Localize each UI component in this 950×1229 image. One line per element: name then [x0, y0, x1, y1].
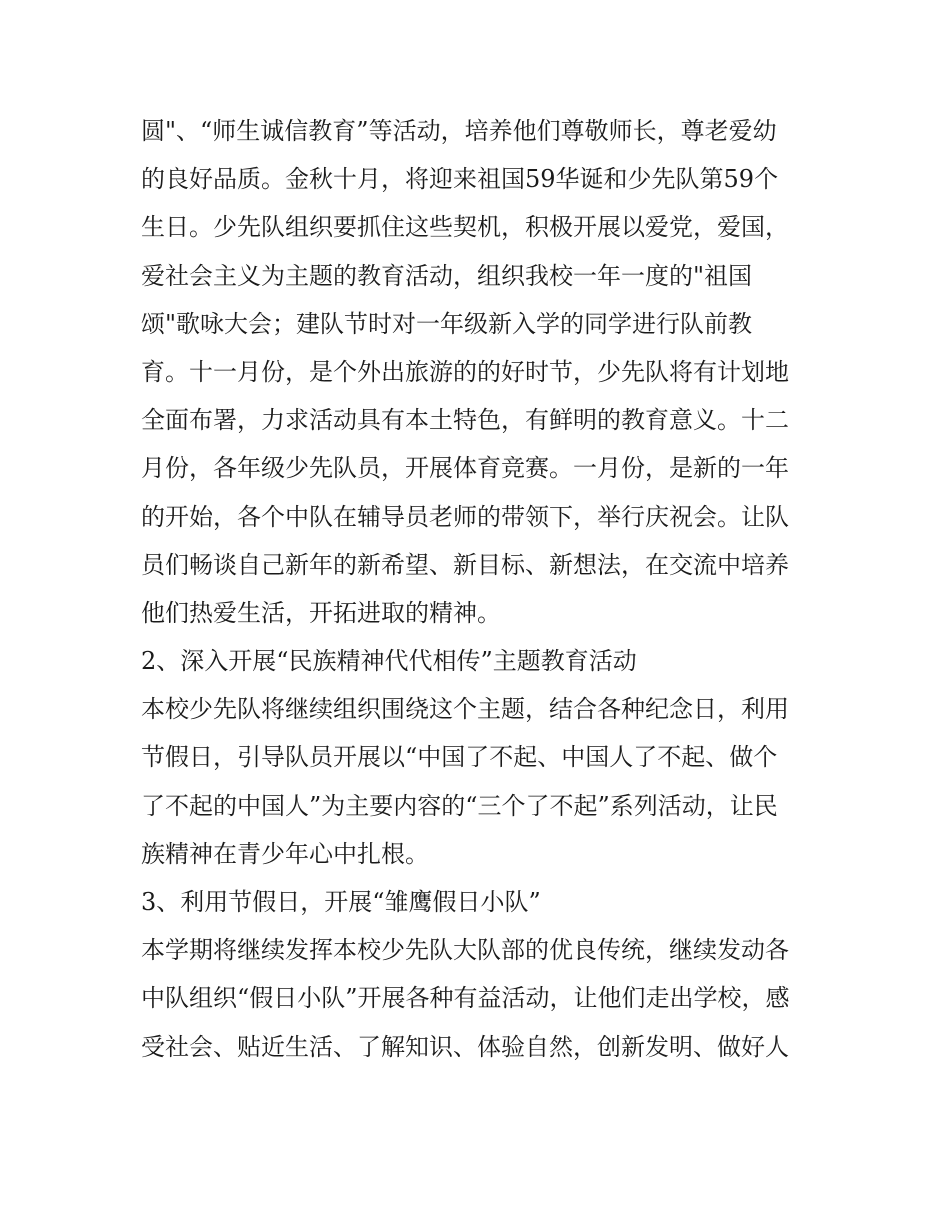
text-line: 本学期将继续发挥本校少先队大队部的优良传统，继续发动各	[141, 936, 789, 965]
document-body	[141, 107, 821, 1071]
text-line: 颂"歌咏大会；建队节时对一年级新入学的同学进行队前教	[141, 309, 753, 338]
text-line: 的良好品质。金秋十月，将迎来祖国59华诞和少先队第59个	[141, 165, 779, 194]
text-line: 的开始，各个中队在辅导员老师的带领下，举行庆祝会。让队	[141, 502, 789, 531]
text-line: 节假日，引导队员开展以“中国了不起、中国人了不起、做个	[141, 743, 778, 772]
text-line: 他们热爱生活，开拓进取的精神。	[141, 598, 501, 627]
text-line: 圆"、“师生诚信教育”等活动，培养他们尊敬师长，尊老爱幼	[141, 117, 777, 145]
text-line: 本校少先队将继续组织围绕这个主题，结合各种纪念日，利用	[141, 695, 789, 724]
text-line: 了不起的中国人”为主要内容的“三个了不起”系列活动，让民	[141, 791, 778, 820]
text-line: 全面布署，力求活动具有本土特色，有鲜明的教育意义。十二	[141, 406, 789, 435]
text-line: 中队组织“假日小队”开展各种有益活动，让他们走出学校，感	[141, 984, 790, 1013]
text-line: 生日。少先队组织要抓住这些契机，积极开展以爱党，爱国，	[141, 213, 789, 242]
text-line: 月份，各年级少先队员，开展体育竞赛。一月份，是新的一年	[141, 454, 789, 483]
text-line: 受社会、贴近生活、了解知识、体验自然，创新发明、做好人	[141, 1032, 789, 1061]
text-line: 族精神在青少年心中扎根。	[141, 839, 429, 868]
text-line: 育。十一月份，是个外出旅游的的好时节，少先队将有计划地	[141, 357, 789, 386]
section-heading: 2、深入开展“民族精神代代相传”主题教育活动	[141, 647, 637, 676]
text-line: 员们畅谈自己新年的新希望、新目标、新想法，在交流中培养	[141, 550, 789, 579]
section-heading: 3、利用节假日，开展“雏鹰假日小队”	[141, 888, 541, 916]
text-line: 爱社会主义为主题的教育活动，组织我校一年一度的"祖国	[141, 261, 753, 290]
